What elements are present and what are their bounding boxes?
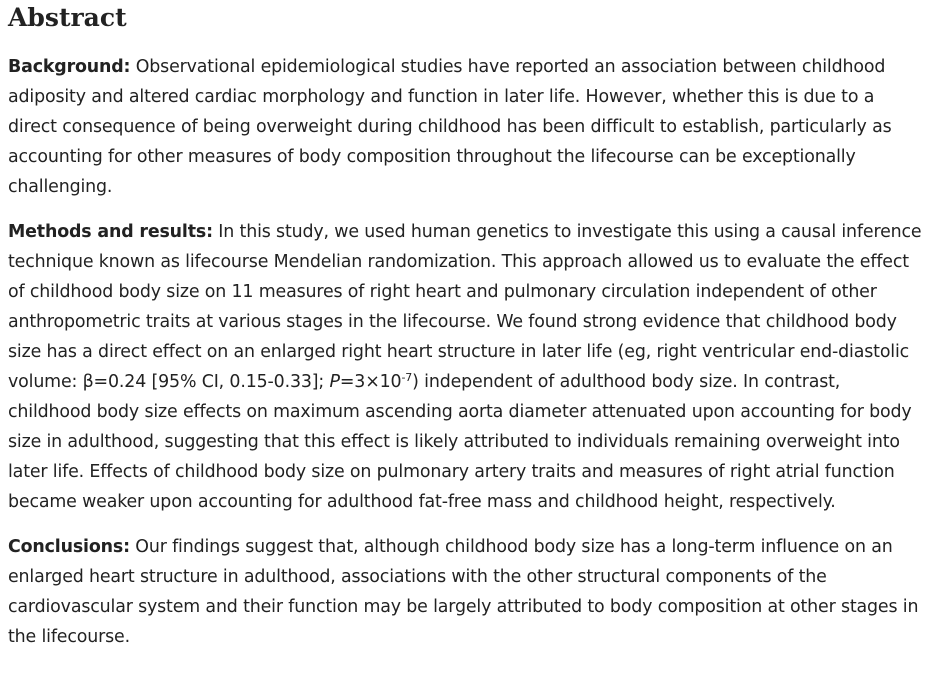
conclusions-paragraph	[8, 532, 923, 652]
methods-text-before: In this study, we used human genetics to investigate this using a causal inference technique known as lifecourse Mendelian randomization. This approach allowed us to evaluate the effect of childhood body size on 11 measures of right heart and pulmonary circulation independent of other anthropometric traits at various stages in the lifecourse. We found strong evidence that childhood body size has a direct effect on an enlarged right heart structure in later life (eg, right ventricular end-diastolic volume: β=0.24 [95% CI, 0.15-0.33];	[8, 222, 922, 392]
background-paragraph	[8, 52, 923, 202]
abstract-section	[8, 0, 923, 652]
conclusions-label: Conclusions:	[8, 537, 130, 557]
background-text: Observational epidemiological studies have reported an association between childhood adiposity and altered cardiac morphology and function in later life. However, whether this is due to a direct consequence of being overweight during childhood has been difficult to establish, particularly as accounting for other measures of body composition throughout the lifecourse can be exceptionally challenging.	[8, 57, 892, 197]
p-symbol: P	[329, 372, 340, 392]
methods-text-after: ) independent of adulthood body size. In contrast, childhood body size effects on maximum ascending aorta diameter attenuated upon accounting for body size in adulthood, suggesting that this effect is likely attributed to individuals remaining overweight into later life. Effects of childhood body size on pulmonary artery traits and measures of right atrial function became weaker upon accounting for adulthood fat-free mass and childhood height, respectively.	[8, 372, 912, 512]
conclusions-text: Our findings suggest that, although childhood body size has a long-term influence on an enlarged heart structure in adulthood, associations with the other structural components of the cardiovascular system and their function may be largely attributed to body composition at other stages in the lifecourse.	[8, 537, 919, 647]
methods-label: Methods and results:	[8, 222, 213, 242]
background-label: Background:	[8, 57, 131, 77]
abstract-heading: Abstract	[8, 3, 127, 32]
methods-paragraph	[8, 217, 923, 517]
p-value: =3×10	[339, 372, 402, 392]
p-exponent: -7	[401, 371, 413, 384]
